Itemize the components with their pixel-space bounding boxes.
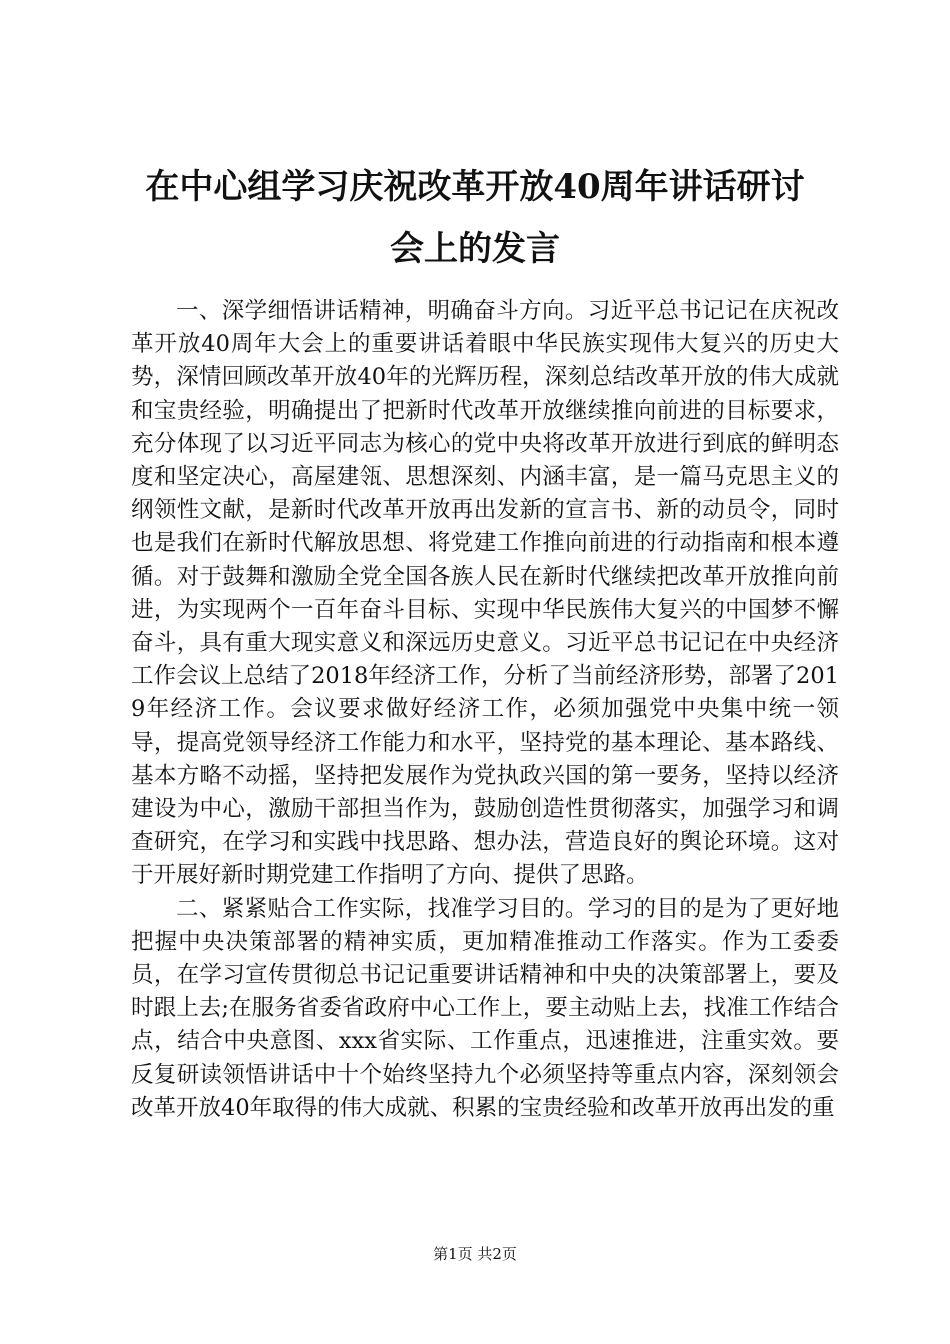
- title-line-2: 会上的发言: [390, 229, 560, 269]
- page-number: 第1页 共2页: [433, 1245, 517, 1263]
- paragraph-2: 二、紧紧贴合工作实际，找准学习目的。学习的目的是为了更好地把握中央决策部署的精神实质，更加精准推动工作落实。作为工委委员，在学习宣传贯彻总书记记重要讲话精神和中央的决策部署上，要及时跟上去;在服务省委省政府中心工作上，要主动贴上去，找准工作结合点，结合中央意图、xxx省实际、工作重点，迅速推进，注重实效。要反复研读领悟讲话中十个始终坚持九个必须坚持等重点内容，深刻领会改革开放40年取得的伟大成就、积累的宝贵经验和改革开放再出发的重: [131, 895, 839, 1121]
- paragraph-1: 一、深学细悟讲话精神，明确奋斗方向。习近平总书记记在庆祝改革开放40周年大会上的重要讲话着眼中华民族实现伟大复兴的历史大势，深情回顾改革开放40年的光辉历程，深刻总结改革开放的伟大成就和宝贵经验，明确提出了把新时代改革开放继续推向前进的目标要求，充分体现了以习近平同志为核心的党中央将改革开放进行到底的鲜明态度和坚定决心，高屋建瓴、思想深刻、内涵丰富，是一篇马克思主义的纲领性文献，是新时代改革开放再出发新的宣言书、新的动员令，同时也是我们在新时代解放思想、将党建工作推向前进的行动指南和根本遵循。对于鼓舞和激励全党全国各族人民在新时代继续把改革开放推向前进，为实现两个一百年奋斗目标、实现中华民族伟大复兴的中国梦不懈奋斗，具有重大现实意义和深远历史意义。习近平总书记记在中央经济工作会议上总结了2018年经济工作，分析了当前经济形势，部署了2019年经济工作。会议要求做好经济工作，必须加强党中央集中统一领导，提高党领导经济工作能力和水平，坚持党的基本理论、基本路线、基本方略不动摇，坚持把发展作为党执政兴国的第一要务，坚持以经济建设为中心，激励干部担当作为，鼓励创造性贯彻落实，加强学习和调查研究，在学习和实践中找思路、想办法，营造良好的舆论环境。这对于开展好新时期党建工作指明了方向、提供了思路。: [131, 298, 839, 889]
- document-title: [100, 156, 850, 280]
- document-body: [131, 295, 839, 1125]
- title-line-1: 在中心组学习庆祝改革开放40周年讲话研讨: [145, 167, 805, 207]
